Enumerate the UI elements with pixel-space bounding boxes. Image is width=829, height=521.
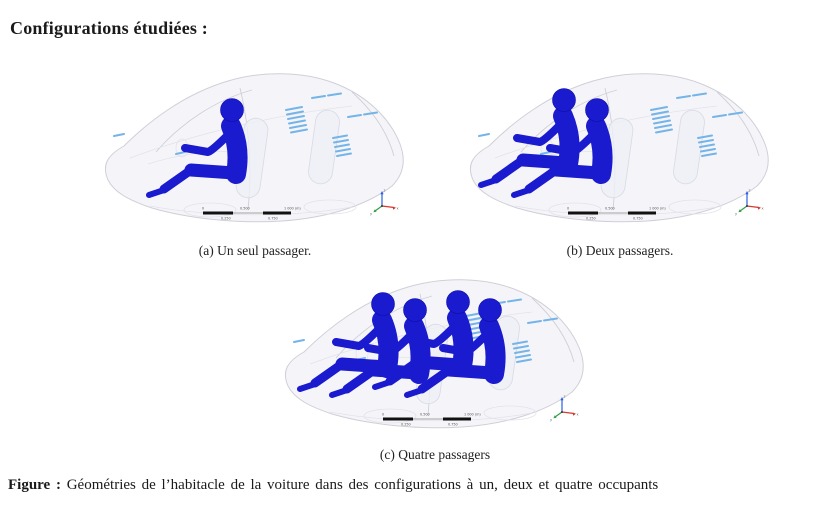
car-render-one-passenger [90,60,420,238]
subfigure-b-caption: (b) Deux passagers. [566,243,674,258]
figure-caption [8,477,823,494]
subfigure-a-caption: (a) Un seul passager. [198,243,312,258]
subfigure-b [455,60,785,238]
subfigure-c [270,266,600,444]
subfigure-a [90,60,420,238]
figure-caption-text: Géométries de l’habitacle de la voiture dans des configurations à un, deux et quatre occupants [60,477,659,493]
figure-caption-label: Figure : [8,477,61,493]
section-heading: Configurations étudiées : [10,18,208,38]
car-render-four-passengers [270,266,600,444]
subfigure-c-caption: (c) Quatre passagers [379,447,491,462]
car-render-two-passengers [455,60,785,238]
